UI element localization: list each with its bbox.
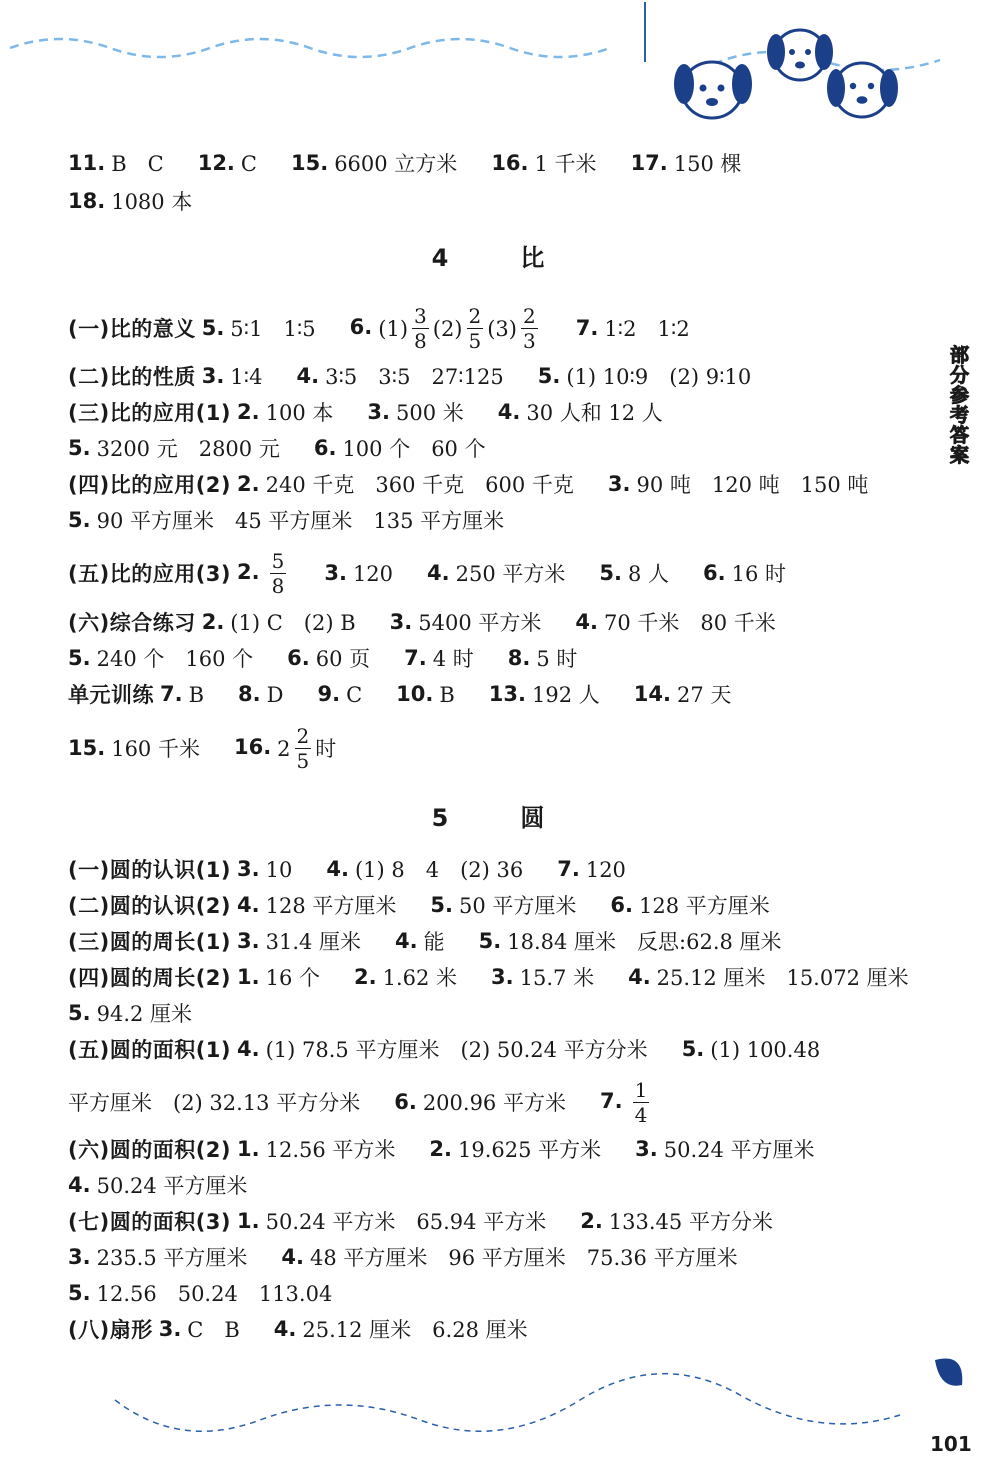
answer-item [237, 854, 292, 886]
fraction [270, 550, 287, 597]
answer-item [350, 305, 542, 352]
answer-text: 6600 立方米 [334, 152, 458, 177]
answer-item [635, 1134, 814, 1166]
answer-item [390, 607, 542, 639]
question-number: 2. [429, 1136, 452, 1161]
answer-line [68, 925, 782, 955]
question-number: 5. [68, 435, 91, 460]
answer-item [479, 926, 782, 958]
fraction-denominator: 3 [522, 329, 536, 353]
answer-text: 1 千米 [534, 152, 597, 177]
answer-item [314, 433, 486, 465]
lesson-label: (六)圆的面积(2) [68, 1137, 232, 1162]
question-number: 4. [281, 1244, 304, 1269]
question-number: 7. [557, 856, 580, 881]
answer-item [237, 890, 396, 922]
fraction [633, 1079, 650, 1126]
answer-line [68, 549, 787, 598]
answer-item [68, 1242, 247, 1274]
answer-item [287, 643, 370, 675]
answer-item [610, 890, 769, 922]
answer-text: C [346, 683, 363, 708]
answer-item [575, 607, 775, 639]
answer-text: 16 时 [731, 562, 787, 587]
answer-item [427, 558, 565, 590]
question-number: 4. [628, 964, 651, 989]
answer-item [491, 962, 594, 994]
fraction-numerator: 2 [522, 304, 536, 328]
lesson-label: (二)比的性质 [68, 364, 196, 389]
answer-item [429, 1134, 601, 1166]
answer-item [237, 397, 333, 429]
fraction-denominator: 5 [296, 749, 310, 773]
question-number: 2. [237, 399, 260, 424]
question-number: 15. [290, 150, 329, 175]
answer-text: 240 千克 360 千克 600 千克 [265, 473, 574, 498]
question-number: 5. [478, 928, 502, 953]
answer-text: 10 [265, 858, 293, 883]
side-tab-label: 部分参考答案 [947, 345, 969, 465]
answer-text: 48 平方厘米 96 平方厘米 75.36 平方厘米 [309, 1246, 738, 1271]
answer-item [628, 962, 909, 994]
question-number: 4. [497, 399, 521, 424]
answer-line [68, 504, 504, 534]
question-number: 4. [427, 560, 450, 585]
lesson-label: (六)综合练习 [68, 610, 196, 635]
answer-item [404, 643, 474, 675]
answer-text: (1) 100.48 [710, 1038, 821, 1063]
question-number: 4. [237, 1036, 260, 1061]
answer-text: C B [187, 1318, 240, 1343]
answer-text: 240 个 160 个 [96, 647, 254, 672]
answer-line [68, 1133, 815, 1163]
answer-item [508, 643, 578, 675]
question-number: 2. [237, 560, 260, 584]
question-number: 4. [68, 1172, 91, 1197]
section-title-circle: 5 圆 [431, 804, 569, 832]
answer-text: (2) [432, 316, 463, 341]
lesson-label: (五)圆的面积(1) [68, 1037, 232, 1062]
answer-text: 25.12 厘米 15.072 厘米 [656, 966, 909, 991]
question-number: 4. [237, 892, 260, 917]
answer-text: 100 个 60 个 [342, 437, 486, 462]
answer-item [498, 397, 663, 429]
fraction-numerator: 2 [468, 304, 482, 328]
answer-text: 18.84 厘米 反思:62.8 厘米 [507, 930, 782, 955]
answer-text: 50 平方厘米 [458, 894, 577, 919]
lesson-label: (七)圆的面积(3) [68, 1209, 232, 1234]
answer-item [238, 679, 283, 711]
question-number: 1. [237, 1208, 260, 1233]
page-number: 101 [930, 1432, 972, 1456]
answer-item [396, 679, 455, 711]
question-number: 5. [68, 1280, 91, 1305]
answer-text: 5 时 [536, 647, 578, 672]
answer-line [68, 185, 192, 215]
answer-item [68, 643, 253, 675]
answer-item [198, 148, 257, 180]
question-number: 16. [233, 735, 272, 759]
answer-text: 8 人 [627, 562, 670, 587]
answer-text: B [188, 683, 205, 708]
answer-line [68, 997, 192, 1027]
fraction-denominator: 4 [634, 1103, 648, 1127]
answer-text: 192 人 [531, 683, 600, 708]
question-number: 3. [635, 1136, 658, 1161]
answer-item [237, 1034, 648, 1066]
fraction-numerator: 5 [271, 549, 285, 573]
answer-text: 160 千米 [111, 737, 200, 762]
fraction-numerator: 2 [296, 724, 310, 748]
question-number: 18. [68, 188, 106, 213]
answer-text: 2 [277, 736, 291, 761]
answer-item [202, 361, 263, 393]
answer-text: (1) [378, 316, 409, 341]
answer-text: C [240, 152, 257, 177]
question-number: 3. [237, 856, 260, 881]
answer-line [68, 1078, 653, 1127]
question-number: 17. [630, 150, 668, 175]
answer-text: 5∶1 1∶5 [230, 317, 316, 342]
answer-text: 能 [423, 930, 445, 955]
question-number: 2. [580, 1208, 603, 1233]
answer-item [491, 148, 596, 180]
answer-text: 1∶4 [230, 365, 263, 390]
answer-item [367, 397, 463, 429]
answer-line [68, 1205, 773, 1235]
answer-text: B C [111, 152, 164, 177]
answer-item [68, 1087, 360, 1119]
answer-text: 200.96 平方米 [422, 1091, 566, 1116]
question-number: 7. [599, 1089, 623, 1113]
answer-line [68, 606, 776, 636]
fraction-numerator: 3 [414, 304, 427, 328]
fraction [521, 305, 538, 352]
question-number: 6. [349, 315, 373, 339]
question-number: 3. [237, 928, 260, 953]
answer-item [281, 1242, 737, 1274]
answer-item [68, 998, 192, 1030]
answer-line [68, 1241, 738, 1271]
question-number: 13. [488, 681, 526, 706]
answer-text: 120 [585, 858, 626, 883]
answer-text: 27 天 [676, 683, 732, 708]
answer-text: 30 人和 12 人 [526, 401, 663, 426]
answer-text: 12.56 平方米 [265, 1138, 396, 1163]
answer-item [324, 558, 393, 590]
answer-text: B [439, 683, 455, 708]
answer-line [68, 468, 868, 498]
answer-item [296, 361, 503, 393]
answer-item [291, 148, 457, 180]
question-number: 12. [197, 150, 235, 175]
answer-text: 3∶5 3∶5 27∶125 [325, 365, 504, 390]
answer-item [68, 433, 280, 465]
question-number: 5. [537, 363, 561, 388]
answer-line [68, 889, 770, 919]
answer-item [631, 148, 742, 180]
lesson-label: (一)比的意义 [68, 316, 196, 341]
lesson-label: (三)圆的周长(1) [68, 929, 232, 954]
answer-line [68, 853, 626, 883]
lesson-label: (四)圆的周长(2) [68, 965, 232, 990]
question-number: 3. [324, 560, 347, 585]
answer-text: 90 吨 120 吨 150 吨 [636, 473, 869, 498]
question-number: 3. [201, 363, 225, 388]
answer-item [68, 186, 192, 218]
answer-line [68, 678, 731, 708]
question-number: 9. [317, 681, 341, 706]
answer-line [68, 432, 486, 462]
answer-line [68, 642, 577, 672]
fraction-denominator: 8 [414, 329, 427, 353]
answer-line [68, 304, 690, 353]
answer-text: 235.5 平方厘米 [96, 1246, 248, 1271]
answer-line [68, 1277, 332, 1307]
answer-item [394, 1087, 566, 1119]
answer-text: 50.24 平方米 65.94 平方米 [265, 1210, 547, 1235]
question-number: 5. [68, 1000, 91, 1025]
answer-text: 133.45 平方分米 [608, 1210, 773, 1235]
answer-item [237, 962, 320, 994]
question-number: 5. [430, 892, 453, 917]
lesson-label: (三)比的应用(1) [68, 400, 232, 425]
question-number: 7. [404, 645, 427, 670]
question-number: 14. [633, 681, 671, 706]
question-number: 4. [395, 928, 418, 953]
question-number: 3. [607, 471, 631, 496]
question-number: 15. [68, 735, 106, 760]
question-number: 5. [599, 560, 622, 585]
question-number: 2. [201, 609, 225, 634]
answer-item [237, 469, 574, 501]
puppy-mascot-left [674, 62, 752, 118]
question-number: 3. [367, 399, 390, 424]
question-number: 3. [491, 964, 514, 989]
answer-item [317, 679, 362, 711]
answer-item [634, 679, 732, 711]
answer-item [160, 679, 204, 711]
answer-item [202, 313, 316, 345]
answer-text: 60 页 [315, 647, 371, 672]
answer-text: 128 平方厘米 [638, 894, 770, 919]
answer-item [489, 679, 600, 711]
answer-item [576, 313, 690, 345]
answer-item [159, 1314, 240, 1346]
lesson-label: (八)扇形 [68, 1317, 153, 1342]
lesson-label: 单元训练 [68, 682, 154, 707]
answer-text: 150 棵 [673, 152, 742, 177]
puppy-mascot-right [827, 63, 898, 117]
question-number: 11. [68, 150, 106, 175]
answer-item [580, 1206, 773, 1238]
fraction-numerator: 1 [634, 1078, 648, 1102]
question-number: 5. [68, 507, 91, 532]
answer-text: 19.625 平方米 [458, 1138, 602, 1163]
leaf-icon [935, 1358, 962, 1385]
question-number: 3. [68, 1244, 91, 1269]
answer-item [68, 148, 164, 180]
question-number: 8. [507, 645, 531, 670]
answer-text: 5400 平方米 [418, 611, 542, 636]
answer-text: 12.56 50.24 113.04 [96, 1282, 333, 1307]
answer-item [237, 1134, 395, 1166]
answer-text: (3) [487, 316, 517, 341]
answer-line [68, 396, 663, 426]
question-number: 6. [703, 560, 726, 585]
answer-text: 120 [352, 562, 394, 587]
answer-text: (1) C (2) B [230, 611, 356, 636]
answer-text: 100 本 [265, 401, 334, 426]
header-decoration [0, 0, 1000, 140]
question-number: 2. [237, 471, 260, 496]
answer-line [68, 1033, 820, 1063]
question-number: 10. [396, 681, 434, 706]
answer-text: 90 平方厘米 45 平方厘米 135 平方厘米 [96, 509, 505, 534]
answer-text: 4 时 [432, 647, 474, 672]
answer-item [599, 558, 669, 590]
answer-line [68, 1169, 247, 1199]
fraction [467, 305, 484, 352]
question-number: 4. [296, 363, 320, 388]
fraction-denominator: 8 [271, 574, 285, 598]
answer-text: 1080 本 [111, 190, 193, 215]
answer-item [600, 1079, 653, 1126]
answer-text: 70 千米 80 千米 [603, 611, 776, 636]
answer-text: 50.24 平方厘米 [663, 1138, 815, 1163]
question-number: 8. [238, 681, 261, 706]
answer-text: 128 平方厘米 [265, 894, 397, 919]
answer-text: 1.62 米 [382, 966, 458, 991]
answer-text: 16 个 [265, 966, 321, 991]
answer-line [68, 961, 909, 991]
answer-item [68, 1170, 247, 1202]
answer-text: 500 米 [395, 401, 464, 426]
answer-item [354, 962, 457, 994]
question-number: 4. [326, 856, 349, 881]
answer-text: 1∶2 1∶2 [604, 317, 690, 342]
answer-item [237, 550, 290, 597]
answer-text: (1) 10∶9 (2) 9∶10 [566, 365, 752, 390]
answer-text: 31.4 厘米 [265, 930, 362, 955]
answer-item [557, 854, 626, 886]
question-number: 6. [610, 892, 633, 917]
answer-line [68, 360, 751, 390]
lesson-label: (一)圆的认识(1) [68, 857, 232, 882]
answer-item [538, 361, 752, 393]
lesson-label: (五)比的应用(3) [68, 561, 232, 586]
question-number: 5. [201, 315, 225, 340]
answer-text: (1) 8 4 (2) 36 [354, 858, 524, 883]
question-number: 5. [681, 1036, 705, 1061]
answer-item [326, 854, 523, 886]
question-number: 5. [68, 645, 91, 670]
section-title-ratio: 4 比 [431, 244, 569, 272]
answer-line [68, 147, 742, 177]
question-number: 1. [237, 964, 260, 989]
answer-text: 250 平方米 [455, 562, 566, 587]
answer-text: 平方厘米 (2) 32.13 平方分米 [68, 1091, 361, 1116]
lesson-label: (四)比的应用(2) [68, 472, 232, 497]
answer-text: (1) 78.5 平方厘米 (2) 50.24 平方分米 [265, 1038, 648, 1063]
answer-item [68, 1278, 332, 1310]
fraction [412, 305, 429, 352]
answer-item [237, 926, 361, 958]
question-number: 3. [158, 1316, 182, 1341]
question-number: 7. [575, 315, 599, 340]
question-number: 7. [160, 681, 183, 706]
answer-item [68, 505, 504, 537]
question-number: 4. [575, 609, 598, 634]
fraction [295, 725, 312, 772]
answer-line [68, 1313, 528, 1343]
question-number: 1. [237, 1136, 260, 1161]
answer-text: 50.24 平方厘米 [96, 1174, 248, 1199]
answer-item [430, 890, 576, 922]
answer-text: 3200 元 2800 元 [96, 437, 280, 462]
answer-item [237, 1206, 546, 1238]
answer-item [703, 558, 786, 590]
question-number: 4. [273, 1316, 297, 1341]
answer-text: 25.12 厘米 6.28 厘米 [302, 1318, 528, 1343]
answer-item [395, 926, 445, 958]
answer-item [234, 725, 336, 772]
answer-text: 时 [315, 736, 337, 761]
lesson-label: (二)圆的认识(2) [68, 893, 232, 918]
question-number: 2. [354, 964, 377, 989]
puppy-mascot-middle [767, 30, 833, 80]
fraction-denominator: 5 [468, 329, 482, 353]
answer-text: D [266, 683, 284, 708]
question-number: 3. [389, 609, 413, 634]
question-number: 6. [287, 645, 310, 670]
answer-line [68, 724, 337, 773]
answer-text: 15.7 米 [519, 966, 595, 991]
question-number: 6. [394, 1089, 417, 1114]
answer-item [202, 607, 356, 639]
answer-item [68, 733, 200, 765]
answer-item [682, 1034, 821, 1066]
question-number: 16. [491, 150, 529, 175]
answer-item [274, 1314, 528, 1346]
answer-text: 94.2 厘米 [96, 1002, 193, 1027]
question-number: 6. [313, 435, 337, 460]
answer-item [608, 469, 869, 501]
